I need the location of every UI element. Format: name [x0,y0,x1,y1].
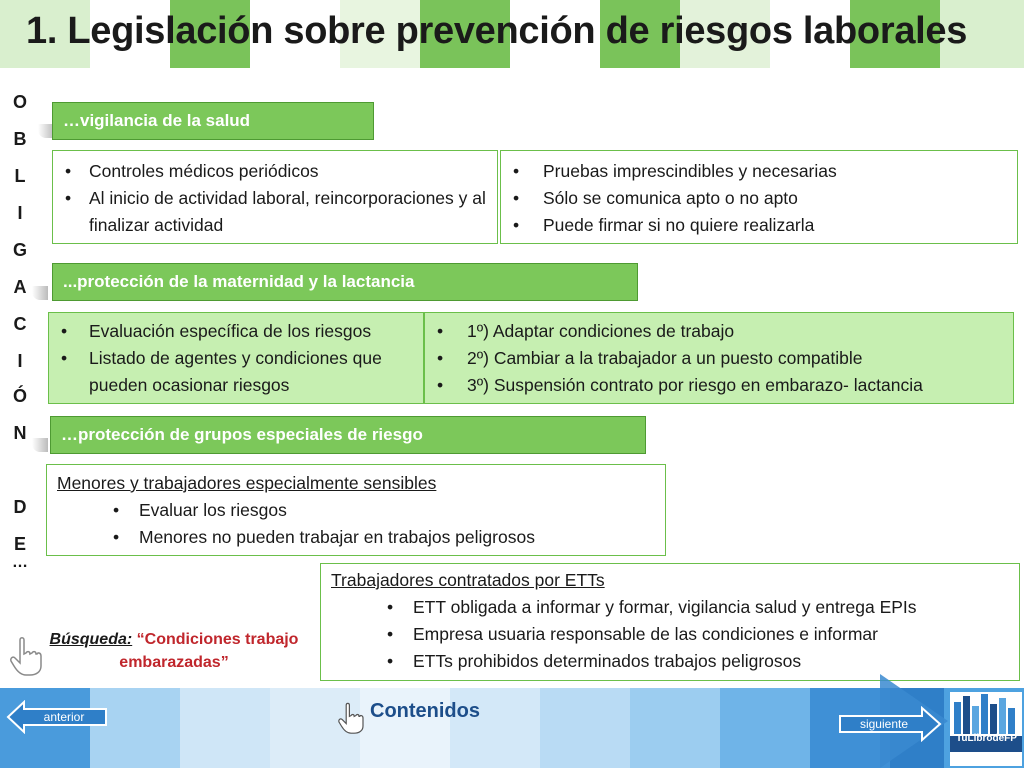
label-tab-shadow [32,438,48,452]
vertical-letter: I [17,351,23,371]
hand-pointer-icon[interactable] [338,702,364,739]
list-item: • Listado de agentes y condiciones que pueden ocasionar riesgos [49,345,423,399]
list-item: • Al inicio de actividad laboral, reincorporaciones y al finalizar actividad [53,185,497,239]
list-item: • Controles médicos periódicos [53,158,497,185]
label-tab-shadow [32,286,48,300]
list-item: • 1º) Adaptar condiciones de trabajo [425,318,1013,345]
maternidad-label: ...protección de la maternidad y la lactancia [52,263,638,301]
list-item: • Pruebas imprescindibles y necesarias [501,158,1017,185]
list-item: • Evaluación específica de los riesgos [49,318,423,345]
logo [950,692,1022,766]
footer-strip [180,688,270,768]
search-query: embarazadas” [119,654,229,671]
previous-button[interactable]: anterior [43,710,85,724]
list-item: • Evaluar los riesgos [47,497,665,524]
list-item: • Empresa usuaria responsable de las condiciones e informar [321,621,1019,648]
list-item: • 2º) Cambiar a la trabajador a un puesto compatible [425,345,1013,372]
vertical-letter: G [12,240,27,260]
contents-link[interactable]: Contenidos [370,700,480,722]
vertical-letter: E [13,534,26,554]
title-bar [0,0,1024,72]
maternidad-left-box [48,312,424,404]
hand-pointer-icon[interactable] [10,636,42,681]
search-hint[interactable] [40,628,308,674]
list-item: • 3º) Suspensión contrato por riesgo en embarazo- lactancia [425,372,1013,399]
vertical-letter: C [13,314,27,334]
grupos-label: …protección de grupos especiales de riesgo [50,416,646,454]
list-item: • Puede firmar si no quiere realizarla [501,212,1017,239]
menores-box [46,464,666,556]
vertical-letter: … [12,554,28,571]
maternidad-right-box [424,312,1014,404]
vertical-letter: A [13,277,27,297]
menores-title: Menores y trabajadores especialmente sensibles [57,473,437,493]
etts-box [320,563,1020,681]
vigilancia-left-box [52,150,498,244]
search-query: “Condiciones trabajo [136,631,299,648]
vertical-letter: I [17,203,23,223]
vigilancia-right-box [500,150,1018,244]
vertical-letter: L [14,166,26,186]
next-button[interactable]: siguiente [859,717,909,731]
search-label: Búsqueda: [49,631,133,648]
etts-title: Trabajadores contratados por ETTs [331,570,605,590]
page-title: 1. Legislación sobre prevención de riesgos laborales [26,10,968,52]
footer-strip [630,688,720,768]
vertical-letter: D [13,497,27,517]
vertical-letter: Ó [12,386,27,406]
footer-strip [540,688,630,768]
list-item: • Sólo se comunica apto o no apto [501,185,1017,212]
vigilancia-label: …vigilancia de la salud [52,102,374,140]
list-item: • Menores no pueden trabajar en trabajos peligrosos [47,524,665,551]
list-item: • ETT obligada a informar y formar, vigilancia salud y entrega EPIs [321,594,1019,621]
vertical-letter: N [13,423,27,443]
vertical-letter: B [13,129,27,149]
books-icon [950,692,1022,736]
list-item: • ETTs prohibidos determinados trabajos peligrosos [321,648,1019,675]
logo-text: TuLibrodeFP [956,733,1017,744]
vertical-letter: O [12,92,27,112]
footer-strip [720,688,810,768]
